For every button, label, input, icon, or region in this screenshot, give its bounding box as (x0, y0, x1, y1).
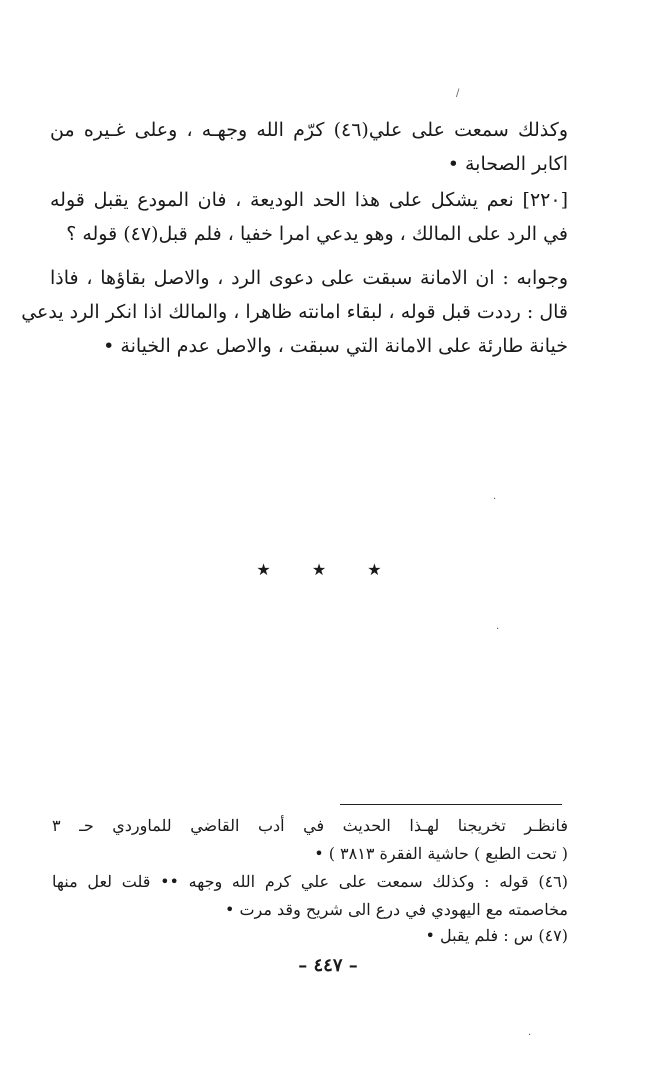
footnote-rule (340, 804, 562, 805)
stray-mark: · (528, 1030, 532, 1041)
body-line: في الرد على المالك ، وهو يدعي امرا خفيا ، فلم قبل(٤٧) قوله ؟ (66, 223, 568, 245)
footnote-line: (٤٧) س : فلم يقبل • (425, 926, 568, 945)
body-line: اكابر الصحابة • (447, 153, 568, 175)
footnote-line: (٤٦) قوله : وكذلك سمعت على علي كرم الله وجهه •• قلت لعل منها (52, 872, 568, 891)
page-number: – ٤٤٧ – (298, 955, 358, 976)
stray-mark: / (456, 88, 460, 99)
stray-mark: · (496, 624, 500, 635)
footnote-line: مخاصمته مع اليهودي في درع الى شريح وقد مرت • (224, 900, 568, 919)
stray-mark: · (493, 494, 497, 505)
section-separator: ★ ★ ★ (256, 560, 400, 579)
body-line: [٢٢٠] نعم يشكل على هذا الحد الوديعة ، فان المودع يقبل قوله (50, 189, 568, 211)
footnote-line: ( تحت الطبع ) حاشية الفقرة ٣٨١٣ ) • (314, 844, 568, 863)
body-line: وجوابه : ان الامانة سبقت على دعوى الرد ، والاصل بقاؤها ، فاذا (50, 267, 568, 289)
body-line: خيانة طارئة على الامانة التي سبقت ، والاصل عدم الخيانة • (103, 335, 568, 357)
body-line: وكذلك سمعت على علي(٤٦) كرّم الله وجهـه ، وعلى غـيره من (50, 119, 568, 141)
footnote-line: فانظـر تخريجنا لهـذا الحديث في أدب القاضي للماوردي حـ ٣ (52, 816, 568, 835)
body-line: قال : رددت قبل قوله ، لبقاء امانته ظاهرا ، والمالك اذا انكر الرد يدعي (21, 301, 568, 323)
